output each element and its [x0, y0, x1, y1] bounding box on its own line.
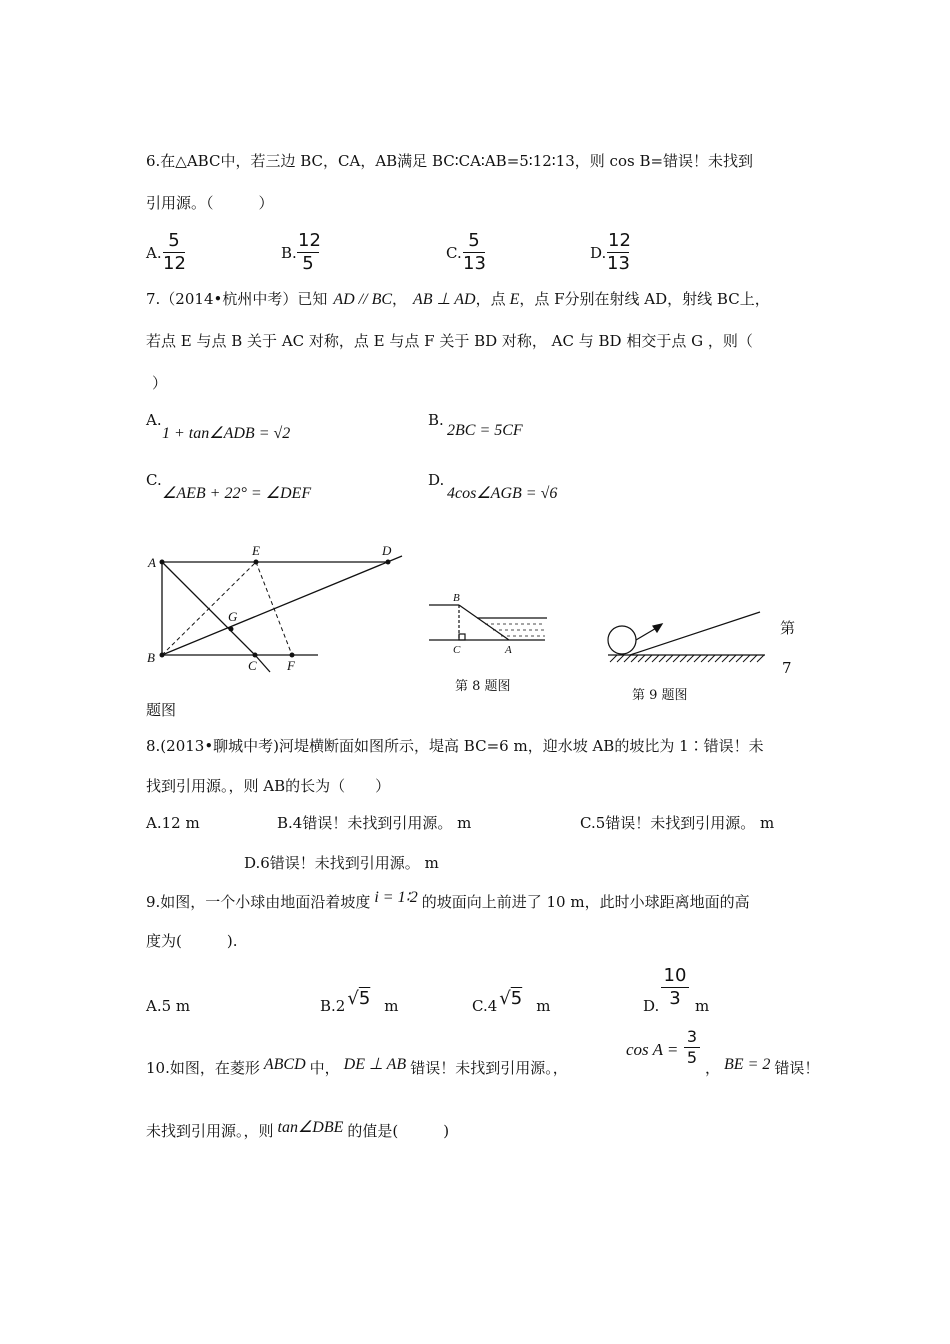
ball-icon — [608, 626, 636, 654]
figure-q8-embankment — [425, 590, 555, 660]
q6-option-b-label: B. — [281, 244, 297, 262]
point-a — [160, 560, 165, 565]
fig8-caption: 第 8 题图 — [455, 679, 511, 694]
q6-option-c-fraction: $\frac{5}{13}$ — [463, 230, 486, 274]
point-c — [253, 653, 258, 658]
right-angle-mark — [459, 634, 465, 640]
q6-option-b-fraction: $\frac{12}{5}$ — [298, 230, 321, 274]
q6-line2: 引用源。（ ） — [146, 194, 274, 212]
fig7-caption-part3: 题图 — [146, 701, 177, 719]
q6-option-c-label: C. — [446, 244, 462, 262]
q9-line1: 9.如图，一个小球由地面沿着坡度 i = 1∶2 的坡面向上前进了 10 m，此时小球距离地面的高 — [146, 889, 750, 911]
label-a: A — [148, 555, 156, 570]
q6-option-a-fraction: $\frac{5}{12}$ — [163, 230, 186, 274]
q9-option-c: C.4 √5 m — [472, 988, 551, 1015]
point-e — [254, 560, 259, 565]
fig7-caption-part2: 7 — [782, 659, 792, 677]
figure-q9-slope — [590, 600, 770, 670]
label-d: D — [382, 543, 392, 558]
dashed-ef — [256, 562, 292, 655]
ground-hatching — [610, 655, 764, 662]
q7-option-a: 1 + tan∠ADB = √2 — [162, 425, 291, 442]
fig9-caption: 第 9 题图 — [632, 688, 688, 703]
q8-option-c: C.5错误！未找到引用源。 m — [580, 814, 775, 832]
q8-option-b: B.4错误！未找到引用源。 m — [277, 814, 472, 832]
label-g: G — [228, 609, 238, 624]
slope-line — [630, 612, 760, 655]
q10-cos-fraction: $\frac{3}{5}$ — [684, 1027, 700, 1068]
figure-q7-geometry — [140, 540, 420, 680]
q7-option-b: 2BC = 5CF — [447, 422, 523, 439]
label-c: C — [248, 658, 257, 673]
slope-ab — [459, 605, 509, 640]
q9-option-a: A.5 m — [146, 997, 191, 1015]
segment-ac-extension — [255, 655, 270, 672]
q7-line2: 若点 E 与点 B 关于 AC 对称，点 E 与点 F 关于 BD 对称， AC 与 BD 相交于点 G ，则（ — [146, 332, 753, 350]
q6-option-a-label: A. — [146, 244, 162, 262]
q8-option-d: D.6错误！未找到引用源。 m — [244, 854, 439, 872]
q7-option-c-label: C. — [146, 471, 162, 489]
label-b: B — [147, 650, 155, 665]
label-b: B — [453, 592, 460, 604]
label-c: C — [453, 644, 461, 656]
q7-option-c: ∠AEB + 22° = ∠DEF — [162, 485, 312, 502]
q9-option-d-fraction: $\frac{10}{3}$ — [661, 965, 689, 1010]
segment-bd — [162, 556, 402, 655]
q9-option-d-unit: m — [695, 997, 710, 1015]
q7-option-d: 4cos∠AGB = √6 — [447, 485, 558, 502]
q7-option-b-label: B. — [428, 411, 444, 429]
q8-line2: 找到引用源。，则 AB的长为（ ） — [146, 777, 391, 795]
label-e: E — [252, 543, 260, 558]
q6-option-d-label: D. — [590, 244, 607, 262]
q7-line1: 7.（2014•杭州中考）已知 AD // BC， AB ⊥ AD，点 E，点 F分别在射线 AD，射线 BC上， — [146, 290, 770, 308]
q6-line1: 6.在△ABC中，若三边 BC，CA，AB满足 BC∶CA∶AB=5∶12∶13，则 cos B=错误！未找到 — [146, 152, 754, 170]
q7-option-d-label: D. — [428, 471, 445, 489]
q10-line1-tail: ， BE = 2 错误！ — [705, 1056, 820, 1077]
q10-line2: 未找到引用源。，则 tan∠DBE 的值是( ) — [146, 1119, 450, 1140]
q10-cos-label: cos A = — [626, 1040, 679, 1059]
q6-option-d-fraction: $\frac{12}{13}$ — [607, 230, 631, 274]
point-d — [386, 560, 391, 565]
label-a: A — [505, 644, 512, 656]
q9-option-d-label: D. — [643, 997, 660, 1015]
q10-line1: 10.如图，在菱形 ABCD 中， DE ⊥ AB 错误！未找到引用源。， — [146, 1056, 568, 1077]
point-g — [229, 627, 234, 632]
arrow-head-icon — [653, 624, 662, 632]
q9-line2: 度为( ). — [146, 932, 238, 950]
q8-line1: 8.(2013•聊城中考)河堤横断面如图所示，堤高 BC=6 m，迎水坡 AB的坡比为 1∶错误！未 — [146, 737, 764, 755]
q7-line3: ） — [152, 374, 168, 392]
fig7-caption-part1: 第 — [780, 619, 796, 637]
point-b — [160, 653, 165, 658]
q7-option-a-label: A. — [146, 411, 162, 429]
point-f — [290, 653, 295, 658]
label-f: F — [287, 658, 295, 673]
q9-option-b: B.2 √5 m — [320, 988, 399, 1015]
q8-option-a: A.12 m — [146, 814, 200, 832]
